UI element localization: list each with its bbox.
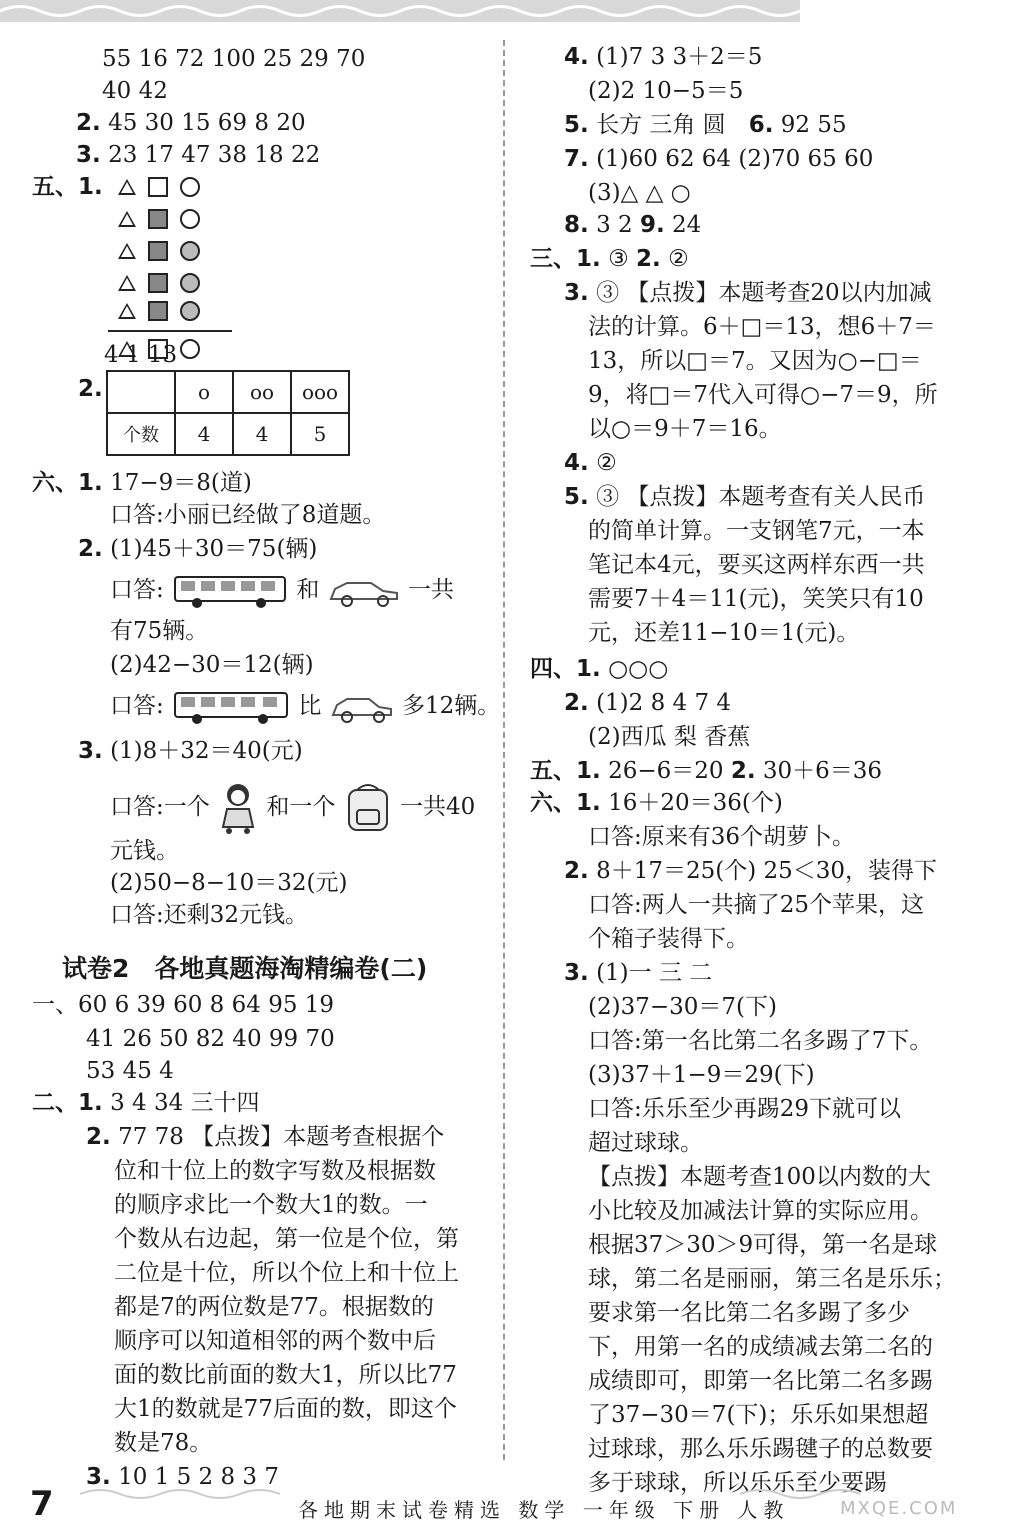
explanation-line: 以○＝9＋7＝16。 bbox=[588, 416, 782, 442]
answer-line: 口答:乐乐至少再踢29下就可以 bbox=[588, 1096, 902, 1122]
answer-line: 口答:第一名比第二名多踢了7下。 bbox=[588, 1028, 933, 1054]
answer-line: 超过球球。 bbox=[588, 1130, 703, 1156]
square-icon bbox=[148, 241, 168, 261]
explanation-line: 多于球球，所以乐乐至少要踢 bbox=[588, 1470, 887, 1496]
square-icon bbox=[148, 177, 168, 197]
square-icon bbox=[148, 209, 168, 229]
answer-line: 有75辆。 bbox=[110, 618, 209, 644]
circle-icon bbox=[180, 209, 200, 229]
divider-line bbox=[108, 330, 232, 332]
explanation-line: 过球球，那么乐乐踢毽子的总数要 bbox=[588, 1436, 933, 1462]
shape-grid bbox=[118, 176, 248, 366]
explanation-line: 小比较及加减法计算的实际应用。 bbox=[588, 1198, 933, 1224]
answer-line: 17−9＝8(道) bbox=[110, 470, 252, 496]
explanation-line: 【点拨】本题考查100以内数的大 bbox=[588, 1164, 931, 1190]
backpack-icon bbox=[343, 780, 393, 836]
answer-line: 口答:两人一共摘了25个苹果，这 bbox=[588, 892, 925, 918]
question-number: 2. bbox=[76, 110, 101, 136]
answer-line: 口答:还剩32元钱。 bbox=[110, 902, 309, 928]
question-number: 2. bbox=[730, 758, 756, 784]
answer-line: 3 4 34 三十四 bbox=[110, 1090, 260, 1116]
answer-prefix: 口答: bbox=[110, 693, 164, 719]
explanation-line: 笔记本4元，要买这两样东西一共 bbox=[588, 552, 925, 578]
answer-line: ③ 【点拨】本题考查有关人民币 bbox=[596, 484, 926, 510]
watermark: MXQE.COM bbox=[840, 1498, 958, 1519]
answer-line: (3)△ △ ○ bbox=[588, 180, 691, 206]
square-icon bbox=[148, 273, 168, 293]
answer-line: (1)一 三 二 bbox=[596, 960, 713, 986]
answer-line: (2)37−30＝7(下) bbox=[588, 994, 777, 1020]
circle-icon bbox=[180, 241, 200, 261]
explanation-line: 下，用第一名的成绩减去第二名的 bbox=[588, 1334, 933, 1360]
answer-line: (1)8＋32＝40(元) bbox=[110, 738, 303, 764]
answer-line: (3)37＋1−9＝29(下) bbox=[588, 1062, 815, 1088]
question-number: 3. bbox=[564, 280, 589, 306]
table-cell: 4 bbox=[175, 413, 233, 455]
answer-line: (2)西瓜 梨 香蕉 bbox=[588, 724, 751, 750]
question-number: 2. bbox=[78, 536, 103, 562]
column-divider bbox=[503, 40, 505, 1460]
question-number: 2. bbox=[564, 858, 589, 884]
circle-icon bbox=[180, 273, 200, 293]
question-number: 8. bbox=[564, 212, 589, 238]
shape-counts: 4 1 13 bbox=[104, 342, 178, 368]
text-compare: 比 bbox=[298, 693, 322, 719]
bus-icon bbox=[171, 689, 291, 725]
answer-line: (2)42−30＝12(辆) bbox=[110, 652, 314, 678]
bus-icon bbox=[171, 573, 289, 609]
question-number: 3. bbox=[86, 1464, 111, 1490]
table-cell bbox=[107, 371, 175, 413]
explanation-line: 了37−30＝7(下)；乐乐如果想超 bbox=[588, 1402, 929, 1428]
text-one: 一个 bbox=[163, 794, 210, 820]
answer-line: 元钱。 bbox=[110, 838, 179, 864]
answer-line: 个箱子装得下。 bbox=[588, 926, 749, 952]
explanation-line: 成绩即可，即第一名比第二名多踢 bbox=[588, 1368, 933, 1394]
section-number: 三、1. bbox=[530, 246, 601, 272]
question-number: 2. bbox=[78, 376, 103, 402]
answer-line: 45 30 15 69 8 20 bbox=[108, 110, 306, 136]
doll-icon bbox=[217, 781, 259, 835]
answer-line: (2)50−8−10＝32(元) bbox=[110, 870, 348, 896]
explanation-line: 需要7＋4＝11(元)，笑笑只有10 bbox=[588, 586, 924, 612]
text-total: 一共 bbox=[408, 577, 454, 603]
table-cell: oo bbox=[233, 371, 291, 413]
table-header: 个数 bbox=[107, 413, 175, 455]
answer-line: ② bbox=[596, 450, 617, 476]
explanation-line: 的顺序求比一个数大1的数。一 bbox=[114, 1192, 428, 1218]
section-number: 五、1. bbox=[32, 174, 103, 200]
question-number: 7. bbox=[564, 146, 589, 172]
triangle-icon bbox=[118, 275, 136, 291]
table-cell: ooo bbox=[291, 371, 349, 413]
answer-line: (1)45＋30＝75(辆) bbox=[110, 536, 318, 562]
circle-icon bbox=[180, 339, 200, 359]
square-icon bbox=[148, 301, 168, 321]
answer-line: 长方 三角 圆 bbox=[596, 112, 726, 138]
car-icon bbox=[327, 573, 401, 609]
explanation-line: 要求第一名比第二名多踢了多少 bbox=[588, 1300, 910, 1326]
section-number: 六、1. bbox=[32, 470, 103, 496]
answer-line: 41 26 50 82 40 99 70 bbox=[86, 1026, 335, 1052]
footer-text: 各地期末试卷精选 数学 一年级 下册 人教 bbox=[298, 1498, 790, 1522]
answer-line: 24 bbox=[672, 212, 702, 238]
question-number: 3. bbox=[564, 960, 589, 986]
answer-line: 10 1 5 2 8 3 7 bbox=[118, 1464, 279, 1490]
answer-line: 一、60 6 39 60 8 64 95 19 bbox=[32, 992, 335, 1018]
answer-line: (1)2 8 4 7 4 bbox=[596, 690, 732, 716]
question-number: 2. bbox=[636, 246, 661, 272]
top-decorative-band bbox=[0, 0, 800, 22]
answer-prefix: 口答: bbox=[110, 794, 164, 820]
answer-line: (1)60 62 64 (2)70 65 60 bbox=[596, 146, 874, 172]
explanation-line: 9，将□＝7代入可得○−7＝9，所 bbox=[588, 382, 938, 408]
answer-line: (2)2 10−5＝5 bbox=[588, 78, 744, 104]
answer-line: 口答:小丽已经做了8道题。 bbox=[110, 502, 386, 528]
explanation-line: 顺序可以知道相邻的两个数中后 bbox=[114, 1328, 436, 1354]
answer-line: 3 2 bbox=[596, 212, 633, 238]
section-number: 五、1. bbox=[530, 758, 601, 784]
table-cell: 4 bbox=[233, 413, 291, 455]
section-number: 二、1. bbox=[32, 1090, 103, 1116]
circle-icon bbox=[180, 177, 200, 197]
table-cell: o bbox=[175, 371, 233, 413]
explanation-line: 都是7的两位数是77。根据数的 bbox=[114, 1294, 434, 1320]
count-table bbox=[106, 370, 350, 456]
question-number: 9. bbox=[639, 212, 665, 238]
page-number: 7 bbox=[30, 1484, 54, 1524]
question-number: 2. bbox=[86, 1124, 111, 1150]
answer-line: ○○○ bbox=[608, 656, 669, 682]
answer-line: ③ 【点拨】本题考查20以内加减 bbox=[596, 280, 932, 306]
answer-line: 77 78 【点拨】本题考查根据个 bbox=[118, 1124, 445, 1150]
circle-icon bbox=[180, 301, 200, 321]
question-number: 4. bbox=[564, 450, 589, 476]
text-and-one: 和一个 bbox=[266, 794, 336, 820]
explanation-line: 法的计算。6＋□＝13，想6＋7＝ bbox=[588, 314, 936, 340]
explanation-line: 大1的数就是77后面的数，即这个 bbox=[114, 1396, 457, 1422]
table-cell: 5 bbox=[291, 413, 349, 455]
paper-title: 试卷2 各地真题海淘精编卷(二) bbox=[62, 954, 428, 983]
triangle-icon bbox=[118, 211, 136, 227]
explanation-line: 个数从右边起，第一位是个位，第 bbox=[114, 1226, 459, 1252]
text-total: 一共40 bbox=[400, 794, 476, 820]
answer-line: 92 55 bbox=[780, 112, 847, 138]
answer-line: 16＋20＝36(个) bbox=[608, 790, 783, 816]
answer-line: 多12辆。 bbox=[402, 693, 501, 719]
question-number: 5. bbox=[564, 484, 589, 510]
answer-line: ② bbox=[668, 246, 689, 272]
question-number: 4. bbox=[564, 44, 589, 70]
answer-line: 8＋17＝25(个) 25＜30，装得下 bbox=[596, 858, 938, 884]
triangle-icon bbox=[118, 243, 136, 259]
answer-line: 30＋6＝36 bbox=[762, 758, 883, 784]
answer-line: (1)7 3 3＋2＝5 bbox=[596, 44, 763, 70]
answer-line: ③ bbox=[608, 246, 629, 272]
answer-line: 口答:原来有36个胡萝卜。 bbox=[588, 824, 856, 850]
triangle-icon bbox=[118, 303, 136, 319]
explanation-line: 位和十位上的数字写数及根据数 bbox=[114, 1158, 436, 1184]
section-number: 六、1. bbox=[530, 790, 601, 816]
explanation-line: 面的数比前面的数大1，所以比77 bbox=[114, 1362, 457, 1388]
triangle-icon bbox=[118, 179, 136, 195]
explanation-line: 二位是十位，所以个位上和十位上 bbox=[114, 1260, 459, 1286]
question-number: 2. bbox=[564, 690, 589, 716]
question-number: 6. bbox=[748, 112, 774, 138]
section-number: 四、1. bbox=[530, 656, 601, 682]
car-icon bbox=[329, 689, 395, 725]
explanation-line: 数是78。 bbox=[114, 1430, 213, 1456]
explanation-line: 元，还差11−10＝1(元)。 bbox=[588, 620, 860, 646]
question-number: 5. bbox=[564, 112, 589, 138]
text-and: 和 bbox=[296, 577, 320, 603]
answer-line: 26−6＝20 bbox=[608, 758, 724, 784]
answer-line: 23 17 47 38 18 22 bbox=[108, 142, 321, 168]
question-number: 3. bbox=[76, 142, 101, 168]
explanation-line: 13，所以□＝7。又因为○−□＝ bbox=[588, 348, 922, 374]
answer-prefix: 口答: bbox=[110, 577, 164, 603]
question-number: 3. bbox=[78, 738, 103, 764]
answer-line: 40 42 bbox=[102, 78, 168, 104]
explanation-line: 根据37＞30＞9可得，第一名是球 bbox=[588, 1232, 938, 1258]
explanation-line: 球，第二名是丽丽，第三名是乐乐； bbox=[588, 1266, 956, 1292]
answer-line: 53 45 4 bbox=[86, 1058, 174, 1084]
explanation-line: 的简单计算。一支钢笔7元，一本 bbox=[588, 518, 925, 544]
answer-line: 55 16 72 100 25 29 70 bbox=[102, 46, 366, 72]
